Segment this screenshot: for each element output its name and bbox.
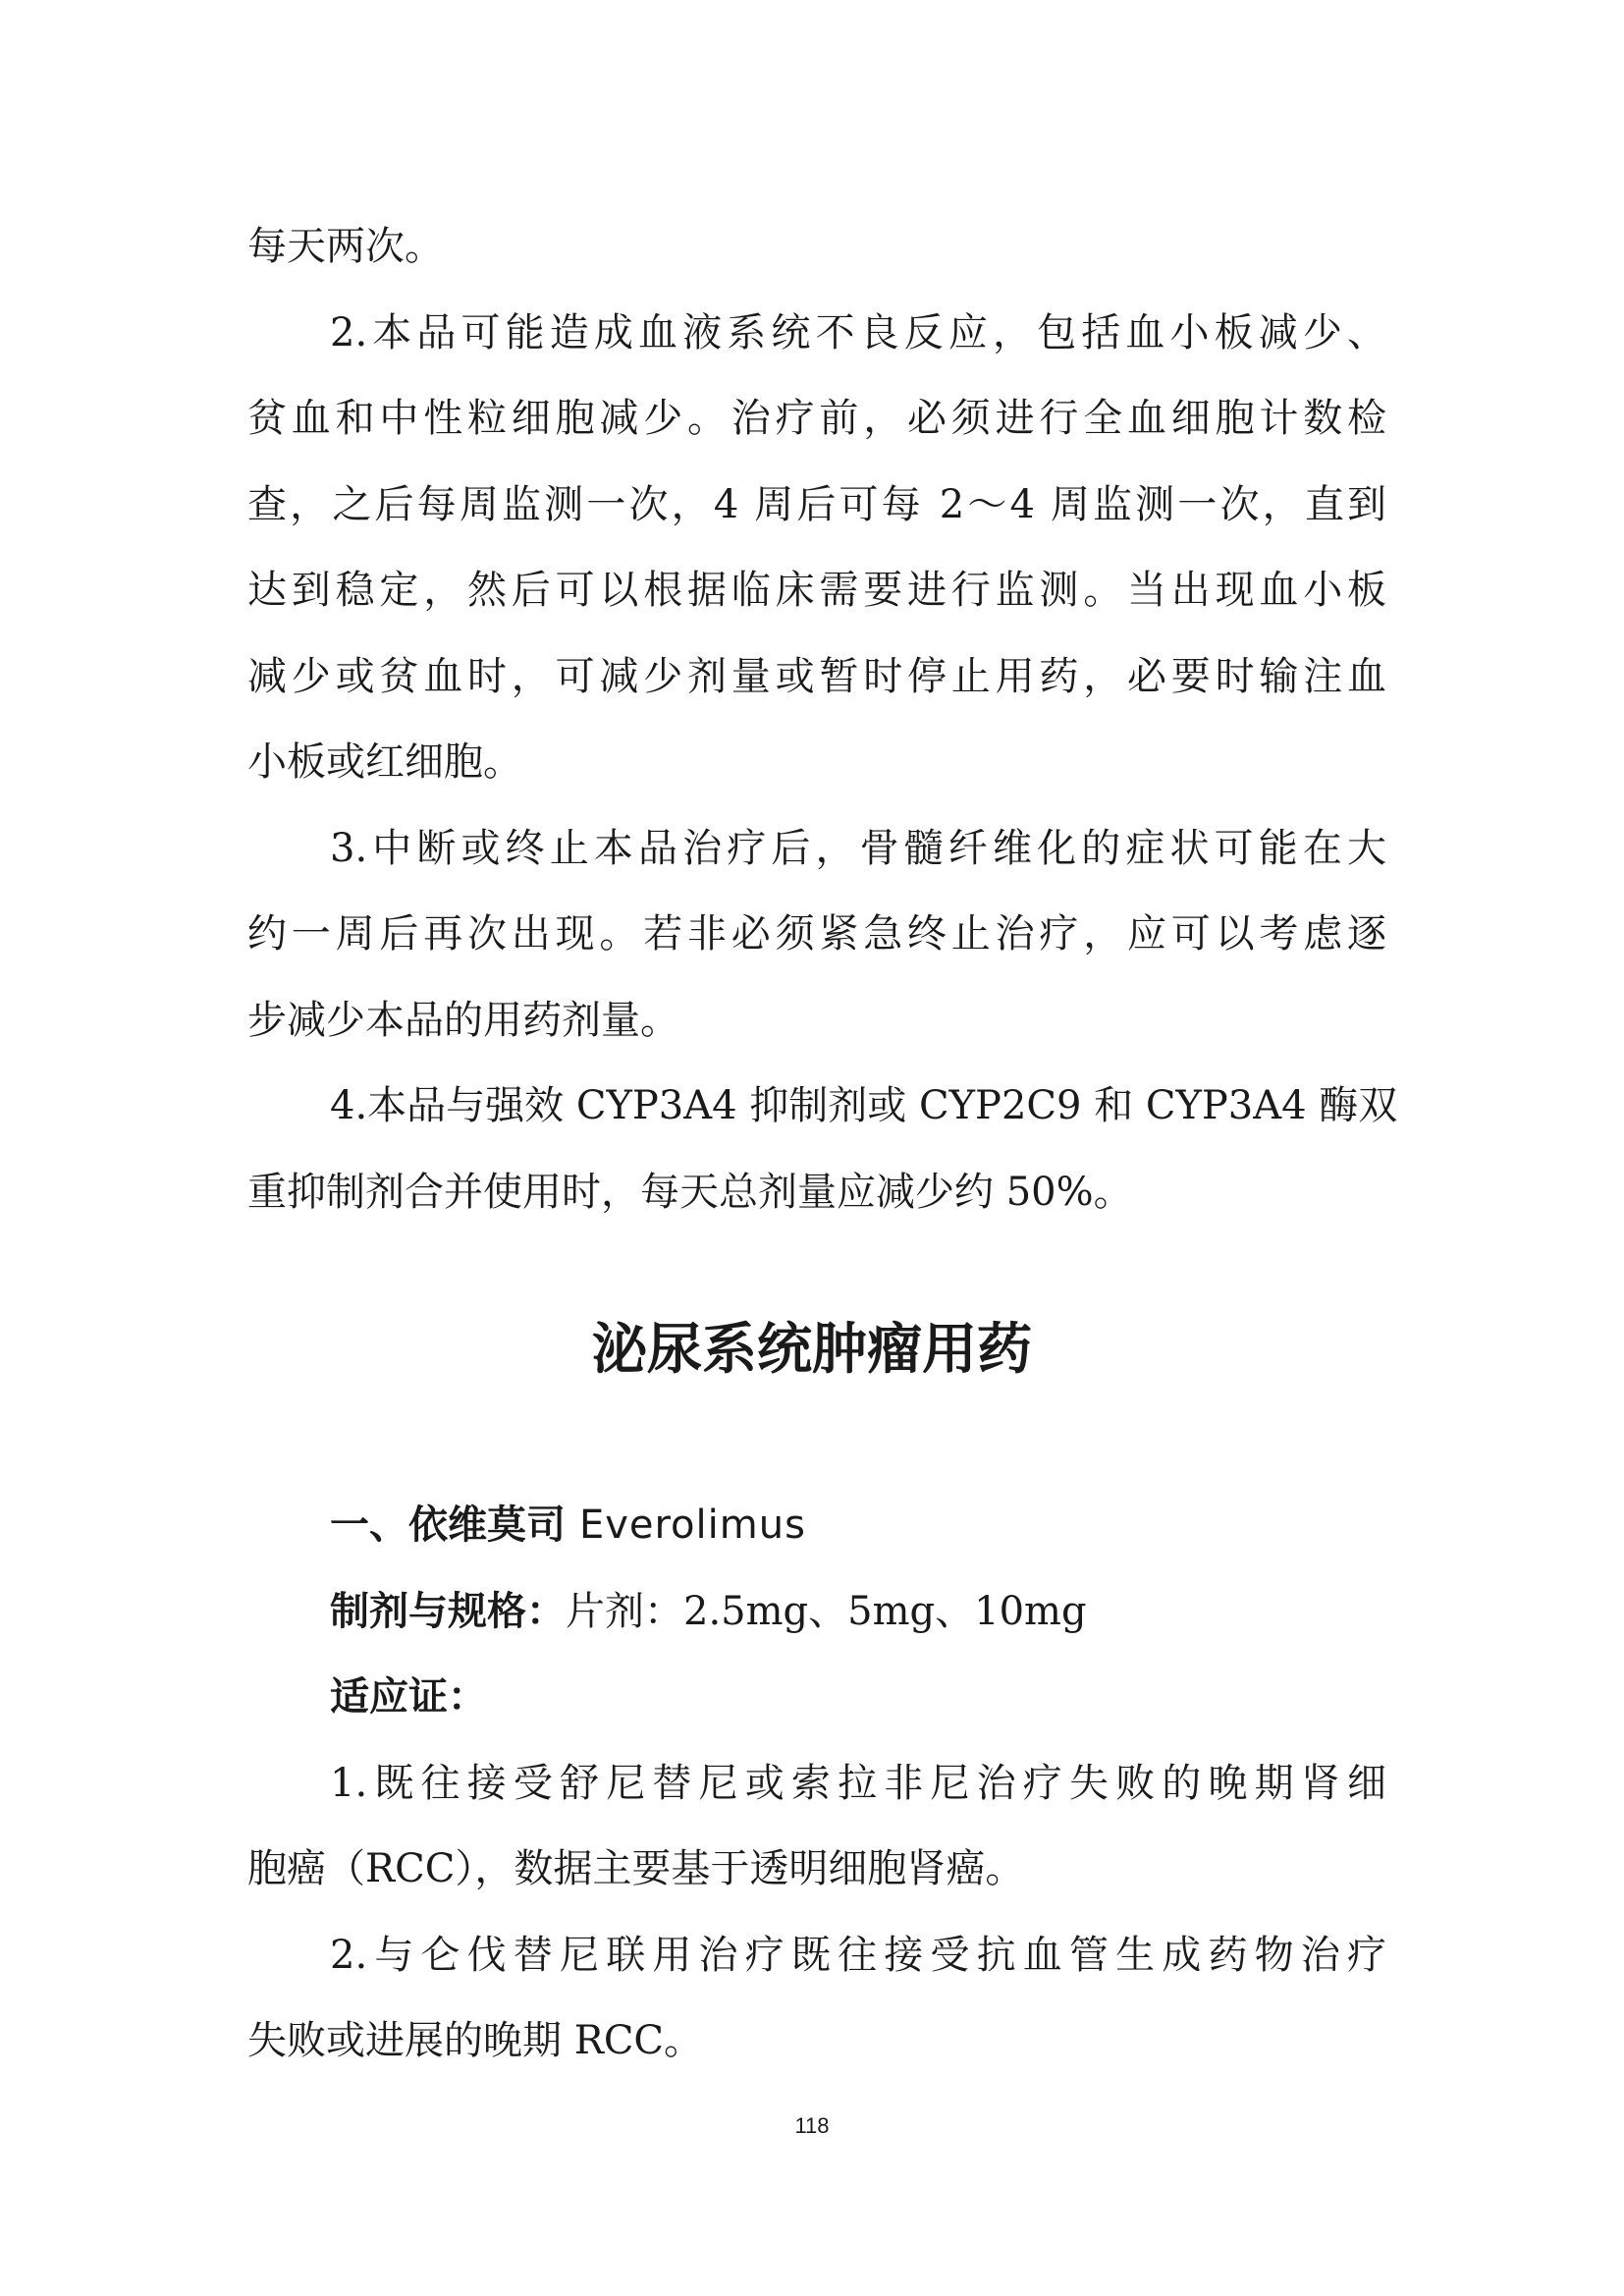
indication-line: 失败或进展的晚期 RCC。 bbox=[247, 2018, 704, 2063]
indication-line: 1.既往接受舒尼替尼或索拉非尼治疗失败的晚期肾细 bbox=[330, 1760, 1386, 1806]
indication-item-1 bbox=[247, 1741, 1386, 1913]
paragraph-line: 步减少本品的用药剂量。 bbox=[247, 997, 679, 1043]
paragraph-item-2 bbox=[247, 291, 1386, 806]
paragraph-line: 查，之后每周监测一次，4 周后可每 2～4 周监测一次，直到 bbox=[247, 481, 1386, 527]
indication-line: 胞癌（RCC），数据主要基于透明细胞肾癌。 bbox=[247, 1846, 1025, 1891]
section-title: 泌尿系统肿瘤用药 bbox=[592, 1318, 1032, 1382]
drug-entry bbox=[247, 1483, 1386, 2085]
paragraph-line: 贫血和中性粒细胞减少。治疗前，必须进行全血细胞计数检 bbox=[247, 396, 1386, 441]
drug-name-cn: 一、依维莫司 bbox=[330, 1503, 566, 1548]
paragraph-line: 减少或贫血时，可减少剂量或暂时停止用药，必要时输注血 bbox=[247, 653, 1386, 699]
paragraph-line: 达到稳定，然后可以根据临床需要进行监测。当出现血小板 bbox=[247, 568, 1386, 613]
indication-item-2 bbox=[247, 1913, 1386, 2085]
paragraph-item-4 bbox=[247, 1064, 1398, 1235]
paragraph-line: 约一周后再次出现。若非必须紧急终止治疗，应可以考虑逐 bbox=[247, 911, 1386, 957]
paragraph-line: 4.本品与强效 CYP3A4 抑制剂或 CYP2C9 和 CYP3A4 酶双 bbox=[330, 1083, 1398, 1128]
body-text-upper bbox=[247, 204, 1398, 1235]
paragraph-line: 3.中断或终止本品治疗后，骨髓纤维化的症状可能在大 bbox=[330, 825, 1386, 871]
drug-name-latin: Everolimus bbox=[578, 1503, 806, 1548]
indications-label: 适应证： bbox=[330, 1674, 487, 1720]
formulation-label: 制剂与规格： bbox=[330, 1588, 566, 1634]
continuation-line: 每天两次。 bbox=[247, 224, 444, 269]
paragraph-line: 2.本品可能造成血液系统不良反应，包括血小板减少、 bbox=[330, 309, 1386, 355]
indications-line bbox=[247, 1655, 1386, 1741]
formulation-line bbox=[247, 1569, 1386, 1656]
page-number: 118 bbox=[794, 2113, 830, 2138]
paragraph-line: 重抑制剂合并使用时，每天总剂量应减少约 50%。 bbox=[247, 1169, 1133, 1215]
indication-line: 2.与仑伐替尼联用治疗既往接受抗血管生成药物治疗 bbox=[330, 1932, 1386, 1978]
paragraph-line: 小板或红细胞。 bbox=[247, 739, 522, 785]
paragraph-item-3 bbox=[247, 806, 1386, 1065]
formulation-value: 片剂：2.5mg、5mg、10mg bbox=[566, 1588, 1087, 1634]
drug-heading bbox=[247, 1483, 1386, 1569]
